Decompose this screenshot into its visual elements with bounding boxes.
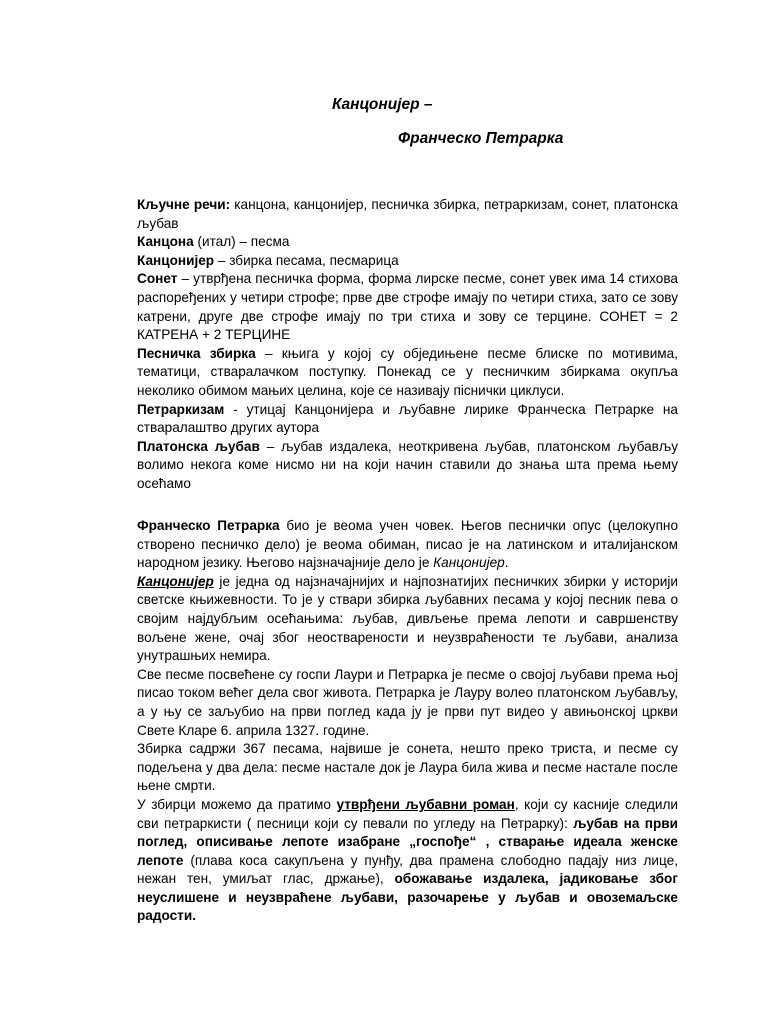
title-line-2: Франческо Петрарка	[398, 130, 564, 147]
zbirka-definition	[137, 345, 678, 401]
kanconijer-def: – збирка песама, песмарица	[214, 252, 399, 268]
paragraph-text: , који су касније следили сви петраркисти ( песници који су певали по угледу на Петрарку):	[137, 796, 679, 831]
article-paragraph-3: Све песме посвећене су госпи Лаури и Петрарка је песме о својој љубави према њој писао током већег дела свог живота. Петрарка је Лауру волео платонском љубављу, а у њу се заљубио на први поглед када ју је први пут видео у авињонској цркви Свете Кларе 6. априла 1327. године.	[137, 666, 678, 738]
sonet-term: Сонет	[137, 271, 178, 287]
keywords-text: канцона, канцонијер, песничка збирка, петраркизам, сонет, платонска љубав	[137, 197, 678, 231]
petrarkizam-def: - утицај Канцонијера и љубавне лирике Франческа Петрарке на стваралаштво других аутора	[137, 401, 678, 436]
paragraph-text: био је веома учен човек. Његов песнички опус (целокупно створено песничко дело) је веома обиман, писао је на латинском и италијанском народном језику. Његово најзначајније дело је	[137, 518, 679, 571]
kanconijer-definition	[137, 252, 678, 271]
article-section	[137, 517, 678, 926]
keywords-label: Кључне речи:	[137, 197, 231, 212]
sonet-definition	[137, 270, 678, 344]
author-name: Франческо Петрарка	[137, 518, 280, 533]
work-title-underlined: Канцонијер	[137, 573, 214, 589]
zbirka-def: – књига у којој су обједињене песме блиске по мотивима, тематици, стваралачком поступку. Понекад се у песничким збиркама окупља неколико обимом мањих целина, које се називају піснички циклуси.	[137, 345, 678, 398]
article-paragraph-2	[137, 573, 678, 666]
kancona-def: (итал) – песма	[193, 234, 290, 250]
paragraph-text: је једна од најзначајнијих и најпознатијих песничких збирки у историји светске књижевности. То је у ствари збирка љубавних песама у којој песник пева о својим најдубљим осећањима: љубав, дивљење према лепоти и савршенству вољене жене, очај због неостварености и неузвраћености те љубави, анализа унутрашњих немира.	[137, 573, 678, 664]
kanconijer-term: Канцонијер	[137, 252, 215, 268]
motif-list-1: љубав на први поглед, описивање лепоте изабране „госпође“ , стварање идеала женске лепоте	[137, 815, 678, 868]
work-title: Канцонијер	[433, 555, 505, 571]
love-novel-term: утврђени љубавни роман	[336, 796, 515, 812]
platonska-term: Платонска љубав	[137, 438, 260, 454]
petrarkizam-definition	[137, 401, 678, 438]
paragraph-end: .	[504, 555, 509, 571]
platonska-definition	[137, 438, 678, 494]
kancona-definition	[137, 233, 678, 252]
glossary-section	[137, 196, 678, 494]
article-paragraph-4: Збирка садржи 367 песама, највише је сонета, нешто преко триста, и песме су подељена у два дела: песме настале док је Лаура била жива и песме настале после њене смрти.	[137, 741, 678, 794]
zbirka-term: Песничка збирка	[137, 345, 256, 361]
paragraph-text: У збирци можемо да пратимо	[137, 796, 337, 812]
sonet-def: – утврђена песничка форма, форма лирске песме, сонет увек има 14 стихова распоређених у четири строфе; прве две строфе имају по четири стиха, зато се зову катрени, друге две строфе имају по три стиха и зову се терцине. СОНЕТ = 2 КАТРЕНА + 2 ТЕРЦИНЕ	[137, 271, 678, 343]
platonska-def: – љубав издалека, неоткривена љубав, платонском љубављу волимо некога коме нисмо ни на који начин ставили до знања шта према њему осећамо	[137, 438, 678, 491]
keywords-paragraph	[137, 196, 678, 233]
article-paragraph-5	[137, 796, 678, 926]
motif-list-2: обожавање издалека, јадиковање због неуслишене и неузвраћене љубави, разочарење у љубав и овоземаљске радости.	[137, 871, 679, 924]
article-paragraph-1	[137, 517, 678, 573]
kancona-term: Канцона	[137, 234, 194, 250]
petrarkizam-term: Петраркизам	[137, 401, 225, 417]
paragraph-text: (плава коса сакупљена у пунђу, два прамена слободно падају низ лице, нежан тен, умиљат глас, држање),	[137, 852, 678, 887]
title-line-1: Канцонијер –	[332, 96, 433, 113]
